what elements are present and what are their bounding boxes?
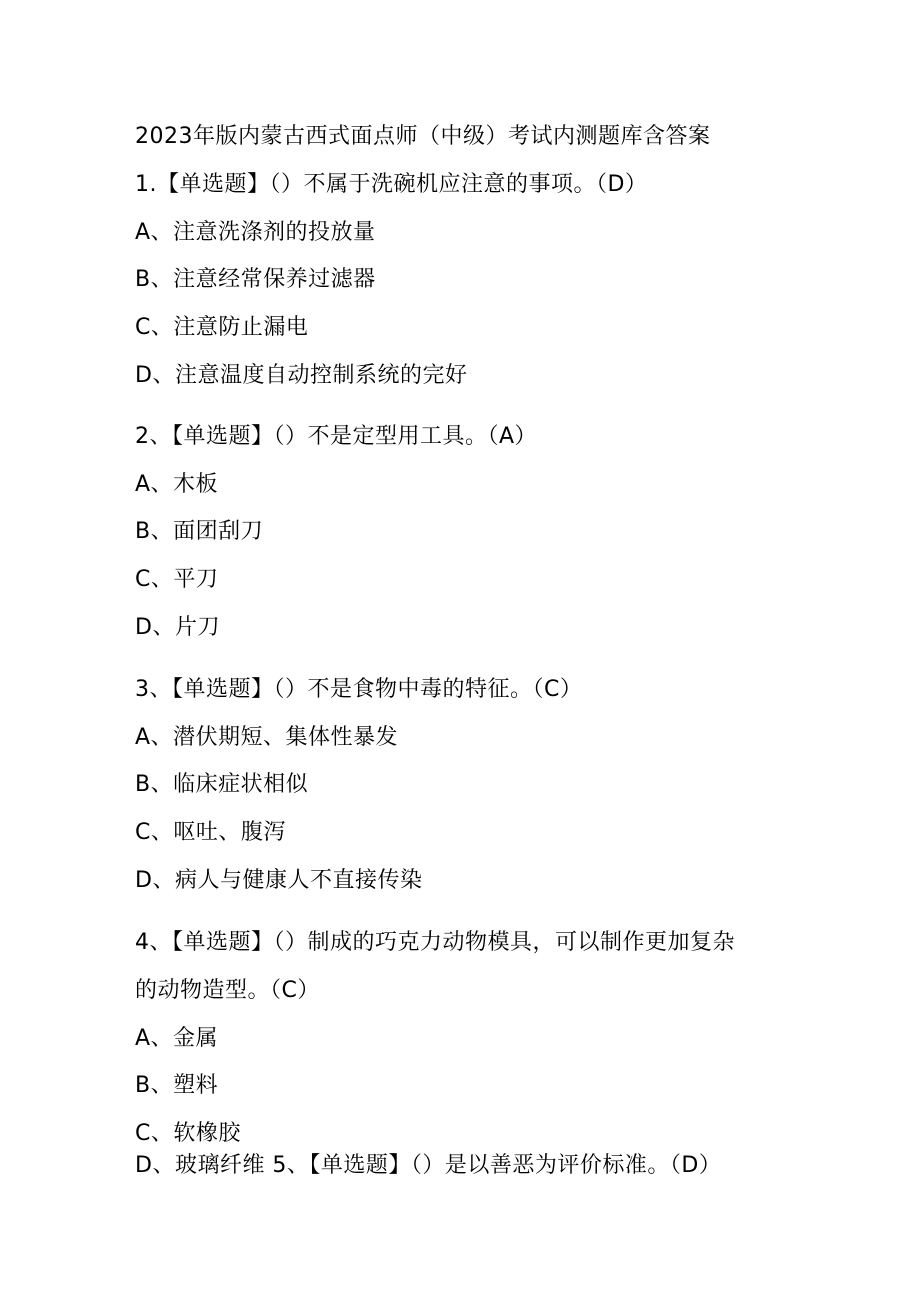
question-1-option-a: A、注意洗涤剂的投放量 <box>135 220 376 245</box>
question-1-option-b: B、注意经常保养过滤器 <box>135 267 376 292</box>
question-2-option-a: A、木板 <box>135 472 219 497</box>
question-4-option-a: A、金属 <box>135 1026 219 1051</box>
question-2-option-b: B、面团刮刀 <box>135 519 264 544</box>
question-3-option-c: C、呕吐、腹泻 <box>135 820 286 845</box>
document-title: 2023年版内蒙古西式面点师（中级）考试内测题库含答案 <box>135 124 711 149</box>
question-2-option-c: C、平刀 <box>135 567 219 592</box>
question-1-stem: 1.【单选题】（）不属于洗碗机应注意的事项。（D） <box>135 172 648 197</box>
question-2-option-d: D、片刀 <box>135 615 220 640</box>
question-4-stem-line-1: 4、【单选题】（）制成的巧克力动物模具，可以制作更加复杂 <box>135 930 735 955</box>
question-1-option-d: D、注意温度自动控制系统的完好 <box>135 363 468 388</box>
question-2-stem: 2、【单选题】（）不是定型用工具。（A） <box>135 424 538 449</box>
question-4-option-d: D、玻璃纤维 5、【单选题】（）是以善恶为评价标准。（D） <box>135 1153 722 1178</box>
question-4-option-b: B、塑料 <box>135 1073 219 1098</box>
question-4-option-c: C、软橡胶 <box>135 1121 241 1146</box>
question-3-option-d: D、病人与健康人不直接传染 <box>135 868 423 893</box>
question-1-option-c: C、注意防止漏电 <box>135 315 309 340</box>
question-4-stem-line-2: 的动物造型。（C） <box>135 978 320 1003</box>
question-3-option-a: A、潜伏期短、集体性暴发 <box>135 725 399 750</box>
question-3-option-b: B、临床症状相似 <box>135 772 309 797</box>
question-3-stem: 3、【单选题】（）不是食物中毒的特征。（C） <box>135 677 583 702</box>
